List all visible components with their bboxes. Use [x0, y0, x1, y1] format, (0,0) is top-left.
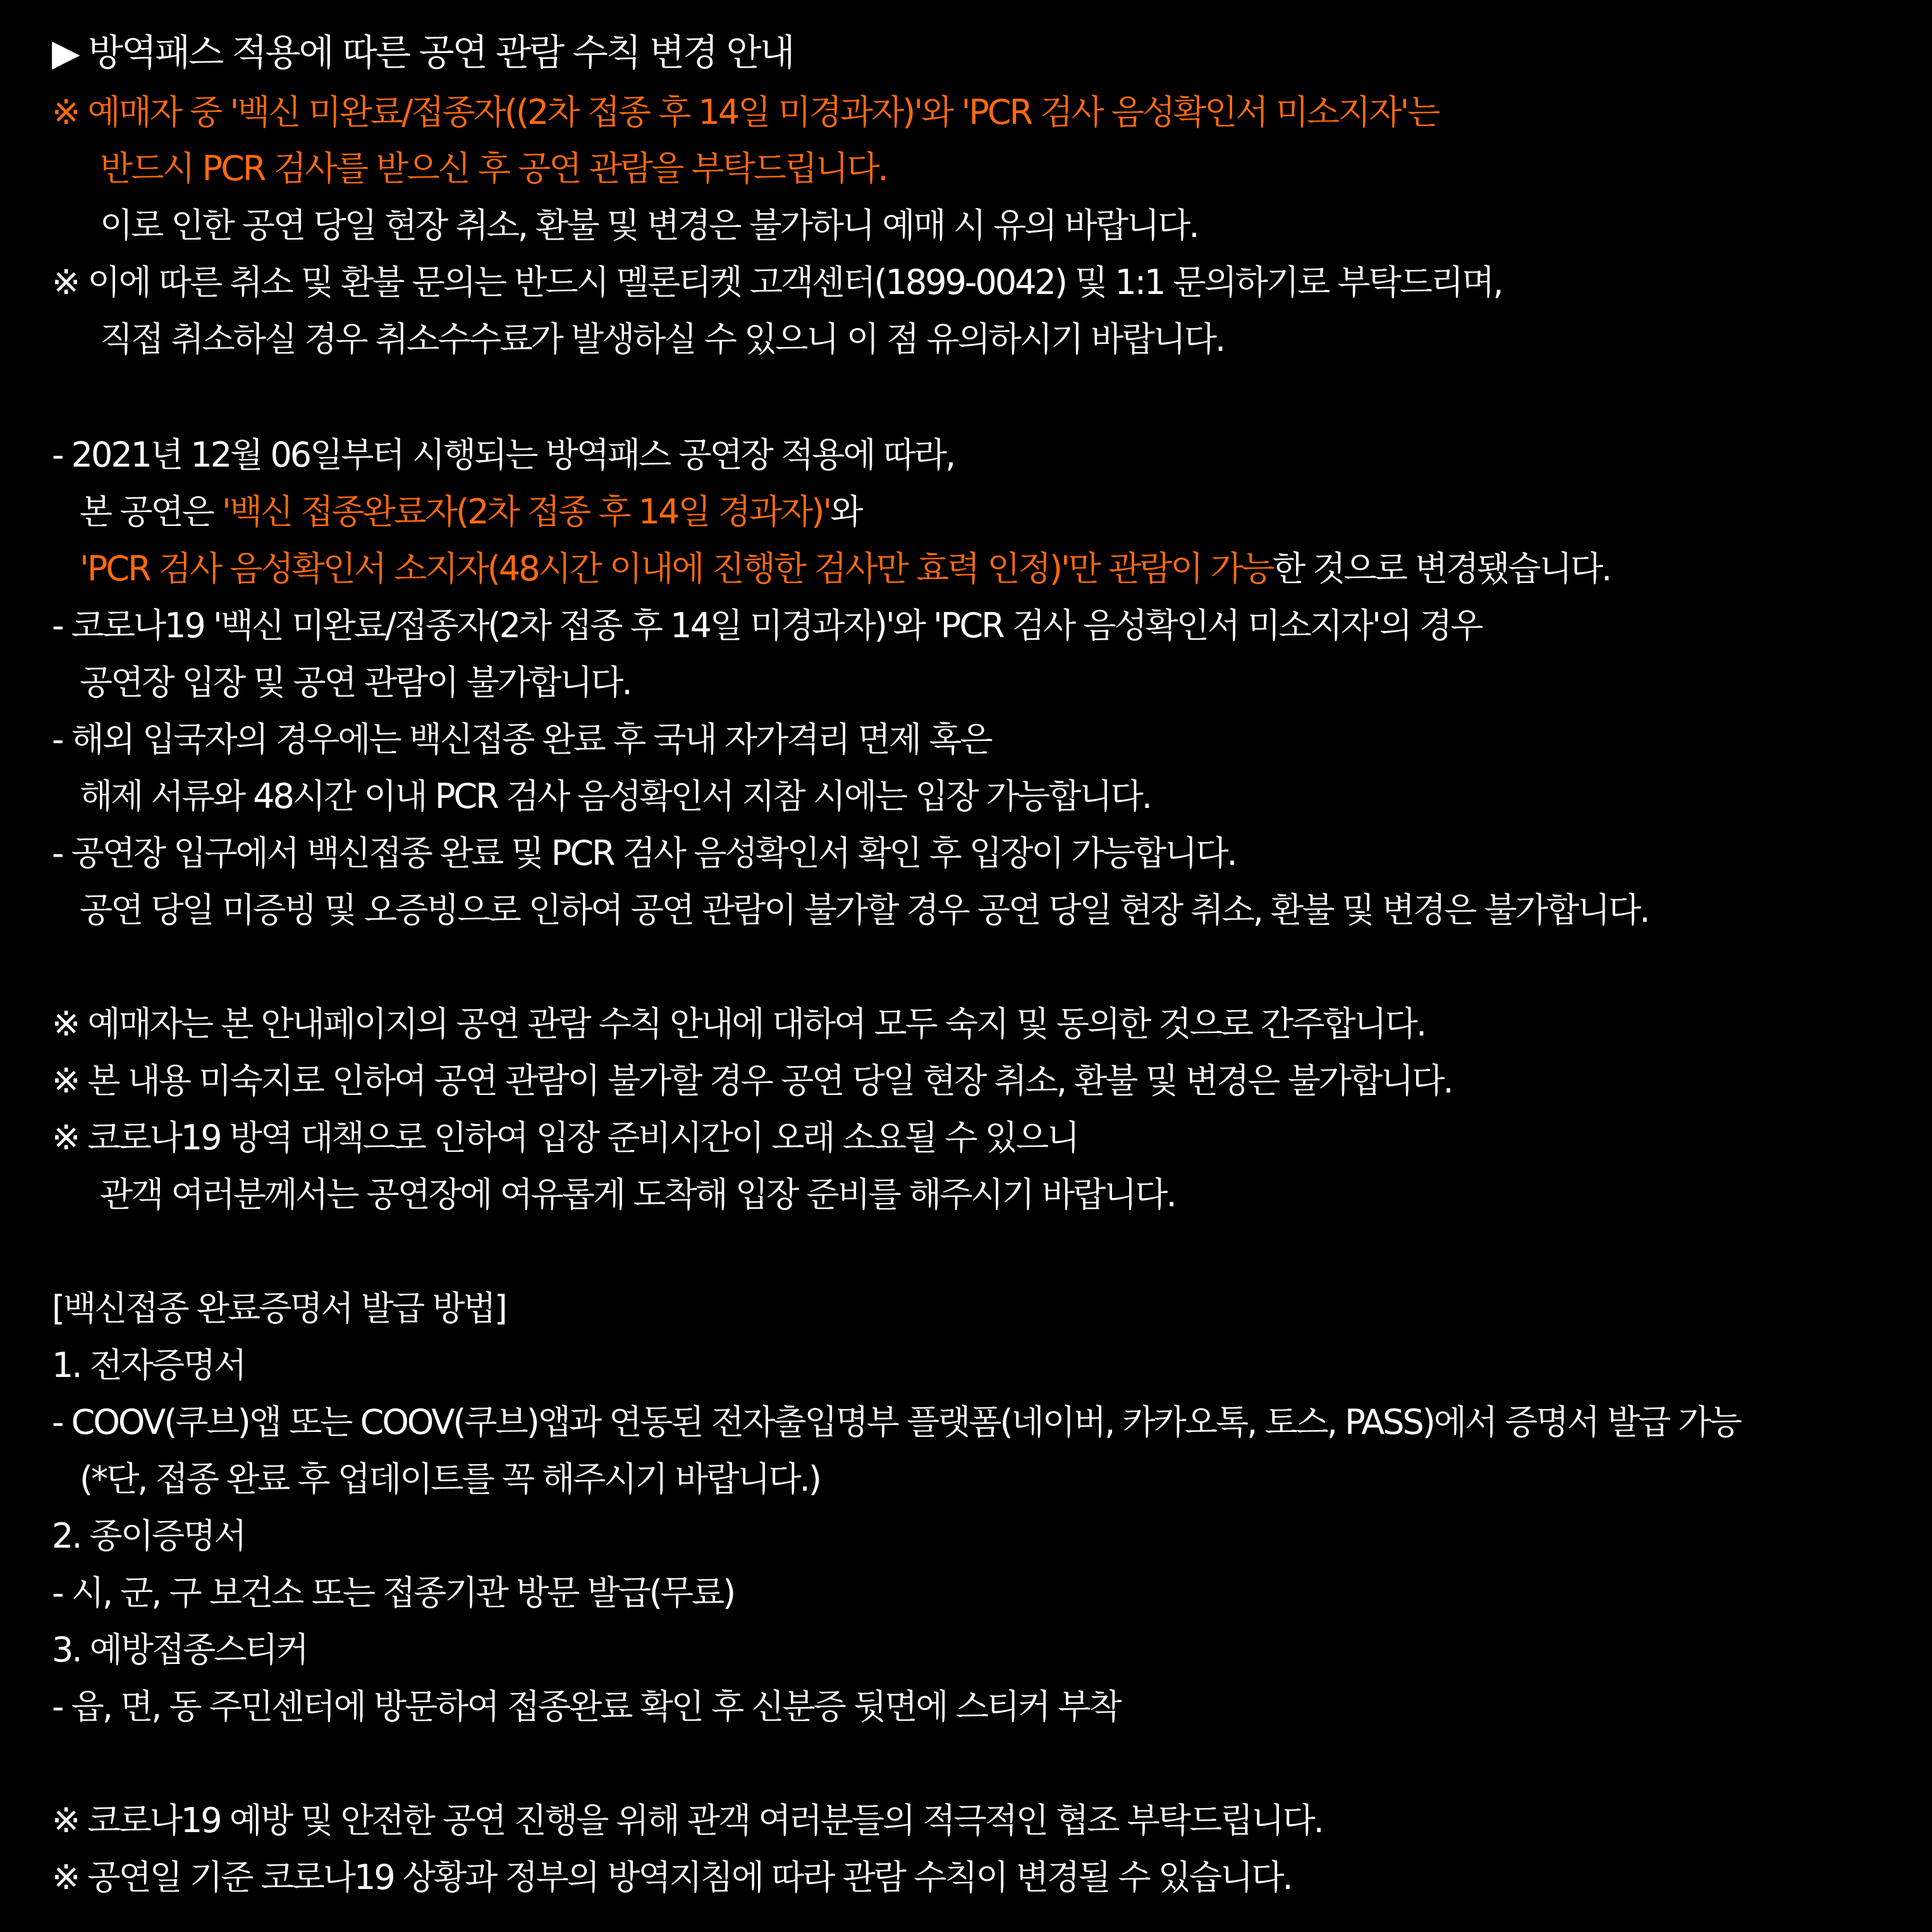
rule1-line1: - 2021년 12월 06일부터 시행되는 방역패스 공연장 적용에 따라,: [52, 435, 955, 475]
note2: ※ 본 내용 미숙지로 인하여 공연 관람이 불가할 경우 공연 당일 현장 취소, 환불 및 변경은 불가합니다.: [52, 1061, 1452, 1101]
rule1-line3-highlight: 'PCR 검사 음성확인서 소지자(48시간 이내에 진행한 검사만 효력 인정)'만 관람이 가능: [80, 549, 1273, 589]
closing-note2: ※ 공연일 기준 코로나19 상황과 정부의 방역지침에 따라 관람 수칙이 변경될 수 있습니다.: [52, 1857, 1292, 1897]
rule3-line2: 해제 서류와 48시간 이내 PCR 검사 음성확인서 지참 시에는 입장 가능합니다.: [80, 776, 1151, 816]
notice-top-line4: ※ 이에 따른 취소 및 환불 문의는 반드시 멜론티켓 고객센터(1899-0042) 및 1:1 문의하기로 부탁드리며,: [52, 262, 1502, 302]
certificate-item3-title: 3. 예방접종스티커: [52, 1630, 307, 1670]
rule1-line2: [80, 490, 861, 534]
note3-line1: ※ 코로나19 방역 대책으로 인하여 입장 준비시간이 오래 소요될 수 있으니: [52, 1118, 1079, 1158]
certificate-heading: [백신접종 완료증명서 발급 방법]: [52, 1288, 506, 1328]
note3-line2: 관객 여러분께서는 공연장에 여유롭게 도착해 입장 준비를 해주시기 바랍니다.: [100, 1175, 1175, 1214]
note1: ※ 예매자는 본 안내페이지의 공연 관람 수칙 안내에 대하여 모두 숙지 및 동의한 것으로 간주합니다.: [52, 1004, 1426, 1044]
rule1-line3: [80, 547, 1610, 591]
rule4-line1: - 공연장 입구에서 백신접종 완료 및 PCR 검사 음성확인서 확인 후 입장이 가능합니다.: [52, 833, 1236, 873]
rule1-line3-suffix: 한 것으로 변경됐습니다.: [1273, 549, 1611, 589]
rule1-line2-highlight: '백신 접종완료자(2차 접종 후 14일 경과자)': [222, 492, 831, 532]
rule2-line2: 공연장 입장 및 공연 관람이 불가합니다.: [80, 663, 631, 702]
page-title: ▶ 방역패스 적용에 따른 공연 관람 수칙 변경 안내: [52, 31, 793, 74]
notice-top-line1: ※ 예매자 중 '백신 미완료/접종자((2차 접종 후 14일 미경과자)'와 'PCR 검사 음성확인서 미소지자'는: [52, 92, 1439, 132]
certificate-item2-title: 2. 종이증명서: [52, 1516, 245, 1556]
rule2-line1: - 코로나19 '백신 미완료/접종자(2차 접종 후 14일 미경과자)'와 'PCR 검사 음성확인서 미소지자'의 경우: [52, 606, 1482, 645]
certificate-item3-line1: - 읍, 면, 동 주민센터에 방문하여 접종완료 확인 후 신분증 뒷면에 스티커 부착: [52, 1687, 1120, 1727]
certificate-item2-line1: - 시, 군, 구 보건소 또는 접종기관 방문 발급(무료): [52, 1573, 735, 1613]
rule3-line1: - 해외 입국자의 경우에는 백신접종 완료 후 국내 자가격리 면제 혹은: [52, 719, 991, 759]
rule4-line2: 공연 당일 미증빙 및 오증빙으로 인하여 공연 관람이 불가할 경우 공연 당일 현장 취소, 환불 및 변경은 불가합니다.: [80, 890, 1649, 930]
certificate-item1-title: 1. 전자증명서: [52, 1345, 245, 1385]
notice-top-line5: 직접 취소하실 경우 취소수수료가 발생하실 수 있으니 이 점 유의하시기 바랍니다.: [100, 319, 1225, 359]
certificate-item1-line1: - COOV(쿠브)앱 또는 COOV(쿠브)앱과 연동된 전자출입명부 플랫폼(네이버, 카카오톡, 토스, PASS)에서 증명서 발급 가능: [52, 1402, 1740, 1442]
notice-top-line3: 이로 인한 공연 당일 현장 취소, 환불 및 변경은 불가하니 예매 시 유의 바랍니다.: [100, 205, 1198, 245]
certificate-item1-line2: (*단, 접종 완료 후 업데이트를 꼭 해주시기 바랍니다.): [80, 1459, 820, 1499]
closing-note1: ※ 코로나19 예방 및 안전한 공연 진행을 위해 관객 여러분들의 적극적인 협조 부탁드립니다.: [52, 1801, 1323, 1840]
rule1-line2-prefix: 본 공연은: [80, 492, 222, 532]
notice-top-line2: 반드시 PCR 검사를 받으신 후 공연 관람을 부탁드립니다.: [100, 149, 887, 188]
rule1-line2-suffix: 와: [830, 492, 862, 532]
